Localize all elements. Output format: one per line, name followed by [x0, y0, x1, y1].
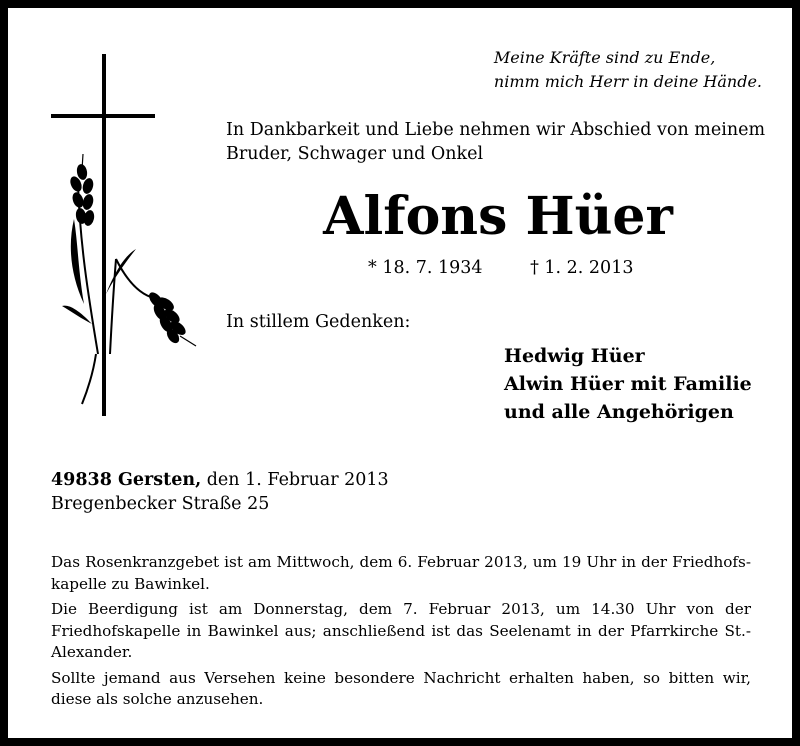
service-information [51, 552, 751, 715]
remembrance-heading: In stillem Gedenken: [226, 312, 411, 332]
mourner-item: Hedwig Hüer [504, 345, 645, 367]
birth-date: * 18. 7. 1934 [368, 258, 483, 278]
life-dates [368, 258, 633, 278]
postal-city: 49838 Gersten, [51, 470, 202, 490]
mourner-item: und alle Angehörigen [504, 401, 734, 423]
mourner-item: Alwin Hüer mit Familie [504, 373, 752, 395]
intro-text [226, 118, 766, 166]
intro-line-2: Bruder, Schwager und Onkel [226, 144, 484, 164]
motto-line-1: Meine Kräfte sind zu Ende, [493, 48, 716, 67]
place-and-date [51, 468, 389, 516]
intro-line-1: In Dankbarkeit und Liebe nehmen wir Abschied von meinem [226, 120, 766, 140]
notice-info: Sollte jemand aus Versehen keine besondere Nachricht erhalten haben, so bitten wir, diese als solche anzusehen. [51, 668, 751, 708]
street-address: Bregenbecker Straße 25 [51, 494, 270, 514]
motto-line-2: nimm mich Herr in deine Hände. [493, 72, 762, 91]
mourners-list [504, 342, 752, 426]
deceased-name: Alfons Hüer [323, 186, 673, 247]
cross-with-wheat-icon [48, 54, 208, 424]
death-date: † 1. 2. 2013 [530, 258, 634, 278]
place-date-line [51, 468, 389, 492]
motto-verse [494, 46, 762, 94]
rosary-info: Das Rosenkranzgebet ist am Mittwoch, dem 6. Februar 2013, um 19 Uhr in der Friedhofskapelle zu Bawinkel. [51, 553, 751, 593]
notice-date: den 1. Februar 2013 [201, 470, 389, 490]
funeral-info: Die Beerdigung ist am Donnerstag, dem 7. Februar 2013, um 14.30 Uhr von der Friedhofskapelle in Bawinkel aus; anschließend ist das Seelenamt in der Pfarrkirche St.-Alexander. [51, 600, 751, 661]
